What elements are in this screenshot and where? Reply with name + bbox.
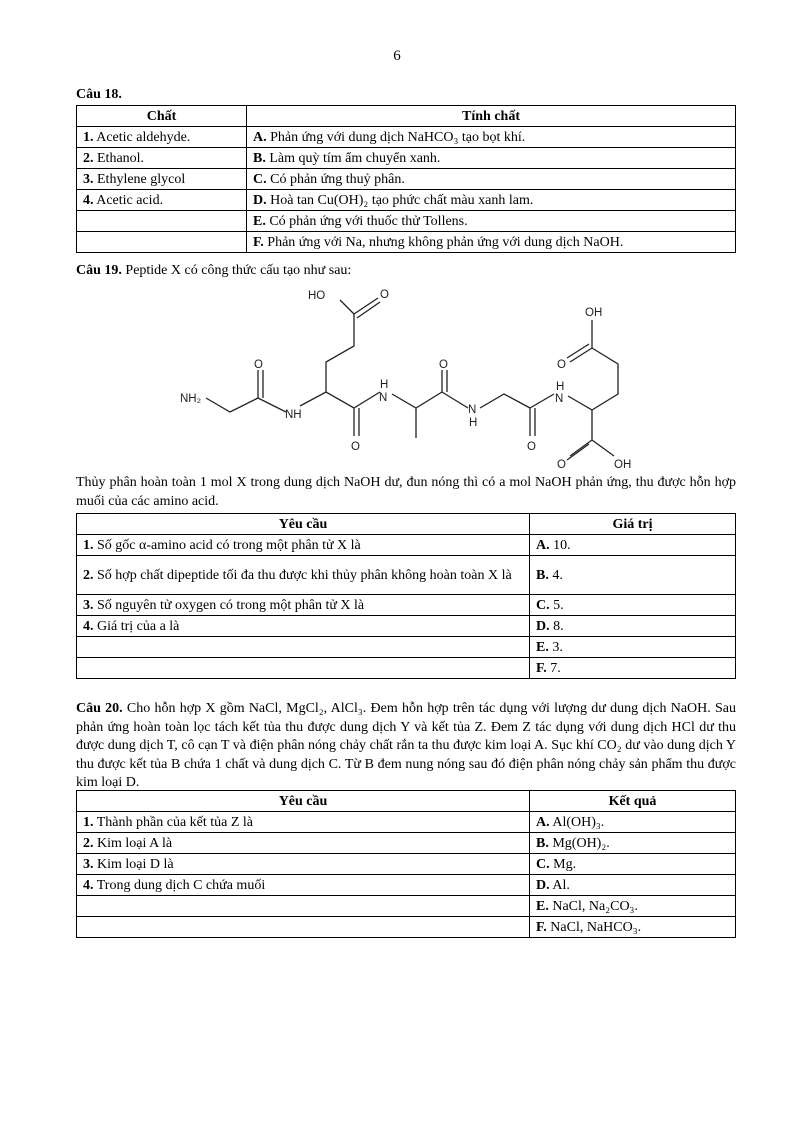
option-text: 5. xyxy=(549,597,564,613)
table-row xyxy=(77,127,736,148)
item-number: 1. xyxy=(83,537,94,553)
bond xyxy=(530,394,554,408)
bond xyxy=(567,344,589,358)
question-19-label: Câu 19. xyxy=(76,263,122,278)
header-property: Tính chất xyxy=(247,106,736,127)
option-text: Làm quỳ tím ẩm chuyển xanh. xyxy=(265,150,441,166)
right-cell xyxy=(530,833,736,854)
right-cell xyxy=(530,556,736,595)
option-text: NaCl, NaHCO₃. xyxy=(546,919,642,935)
question-19-intro: Peptide X có công thức cấu tạo như sau: xyxy=(121,263,352,278)
item-text: Số gốc α-amino acid có trong một phân tử X là xyxy=(93,537,361,553)
left-cell xyxy=(77,127,247,148)
table-header-row xyxy=(77,106,736,127)
question-18-title xyxy=(76,86,122,104)
left-cell xyxy=(77,896,530,917)
right-cell xyxy=(530,917,736,938)
option-text: Mg. xyxy=(549,856,577,872)
option-text: 4. xyxy=(548,567,563,583)
right-cell xyxy=(530,812,736,833)
bond xyxy=(592,348,618,410)
left-cell xyxy=(77,658,530,679)
item-text: Kim loại D là xyxy=(93,856,174,872)
item-number: 4. xyxy=(83,877,94,893)
question-18-table xyxy=(76,105,736,253)
option-text: 8. xyxy=(549,618,564,634)
atom-label-n: N xyxy=(379,392,388,404)
bond xyxy=(258,398,286,412)
right-cell xyxy=(247,211,736,232)
option-letter: A. xyxy=(536,814,550,830)
item-text: Thành phần của kết tủa Z là xyxy=(93,814,254,830)
atom-label-ho: HO xyxy=(308,290,326,302)
item-text: Số nguyên tử oxygen có trong một phân tử X là xyxy=(93,597,365,613)
option-letter: B. xyxy=(536,835,549,851)
header-substance: Chất xyxy=(77,106,247,127)
left-cell xyxy=(77,211,247,232)
item-text: Acetic aldehyde. xyxy=(93,129,191,145)
option-letter: F. xyxy=(253,234,264,250)
right-cell xyxy=(530,535,736,556)
table-row xyxy=(77,616,736,637)
left-cell xyxy=(77,833,530,854)
item-number: 4. xyxy=(83,618,94,634)
bond xyxy=(442,392,468,408)
option-text: Phản ứng với Na, nhưng không phản ứng với dung dịch NaOH. xyxy=(263,234,624,250)
option-text: Phản ứng với dung dịch NaHCO₃ tạo bọt khí. xyxy=(266,129,526,145)
atom-label-n: N xyxy=(468,404,477,416)
table-row xyxy=(77,169,736,190)
page-number: 6 xyxy=(393,48,401,64)
question-20-table xyxy=(76,790,736,938)
option-text: Có phản ứng với thuốc thử Tollens. xyxy=(265,213,468,229)
question-18-label: Câu 18. xyxy=(76,87,122,102)
bond xyxy=(570,348,592,362)
question-19-title xyxy=(76,262,351,280)
left-cell xyxy=(77,232,247,253)
item-text: Ethanol. xyxy=(93,150,145,166)
atom-label-nh2: NH₂ xyxy=(180,393,202,405)
item-number: 1. xyxy=(83,814,94,830)
right-cell xyxy=(247,148,736,169)
bond xyxy=(326,314,354,392)
table-row xyxy=(77,556,736,595)
left-cell xyxy=(77,535,530,556)
option-letter: D. xyxy=(536,618,550,634)
question-20-text xyxy=(76,700,736,793)
table-header-row xyxy=(77,791,736,812)
item-text: Ethylene glycol xyxy=(93,171,186,187)
bond xyxy=(340,300,354,314)
header-requirement: Yêu cầu xyxy=(77,514,530,535)
table-row xyxy=(77,896,736,917)
right-cell xyxy=(530,896,736,917)
option-letter: D. xyxy=(536,877,550,893)
option-text: NaCl, Na₂CO₃. xyxy=(548,898,638,914)
option-text: Al(OH)₃. xyxy=(549,814,605,830)
item-number: 4. xyxy=(83,192,94,208)
option-text: Al. xyxy=(549,877,570,893)
option-letter: C. xyxy=(536,856,550,872)
bond xyxy=(592,440,614,456)
table-row xyxy=(77,658,736,679)
bond xyxy=(567,444,589,460)
item-number: 2. xyxy=(83,835,94,851)
item-number: 2. xyxy=(83,150,94,166)
table-row xyxy=(77,637,736,658)
table-header-row xyxy=(77,514,736,535)
right-cell xyxy=(530,616,736,637)
option-letter: E. xyxy=(253,213,266,229)
question-20-label: Câu 20. xyxy=(76,701,123,716)
bond xyxy=(480,394,530,408)
left-cell xyxy=(77,595,530,616)
atom-label-o: O xyxy=(557,459,566,471)
option-text: Có phản ứng thuỷ phân. xyxy=(266,171,405,187)
left-cell xyxy=(77,637,530,658)
right-cell xyxy=(247,169,736,190)
left-cell xyxy=(77,917,530,938)
left-cell xyxy=(77,854,530,875)
option-letter: C. xyxy=(253,171,267,187)
bond xyxy=(392,392,442,408)
table-row xyxy=(77,812,736,833)
left-cell xyxy=(77,190,247,211)
option-text: Mg(OH)₂. xyxy=(548,835,610,851)
option-letter: F. xyxy=(536,660,547,676)
option-letter: B. xyxy=(253,150,266,166)
item-text: Acetic acid. xyxy=(93,192,164,208)
bond xyxy=(570,440,592,456)
item-number: 3. xyxy=(83,856,94,872)
item-number: 3. xyxy=(83,597,94,613)
bond xyxy=(206,398,258,412)
bond xyxy=(300,392,380,408)
item-text: Trong dung dịch C chứa muối xyxy=(93,877,266,893)
item-number: 2. xyxy=(83,567,94,583)
table-row xyxy=(77,232,736,253)
right-cell xyxy=(247,190,736,211)
atom-label-n: N xyxy=(555,393,564,405)
header-requirement: Yêu cầu xyxy=(77,791,530,812)
peptide-structure-diagram xyxy=(170,280,640,472)
table-row xyxy=(77,211,736,232)
atom-label-h: H xyxy=(380,379,389,391)
question-19-text: Thủy phân hoàn toàn 1 mol X trong dung dịch NaOH dư, đun nóng thì có a mol NaOH phản ứng, thu được hỗn hợp muối của các amino acid. xyxy=(76,475,736,509)
table-row xyxy=(77,595,736,616)
atom-label-o: O xyxy=(439,359,448,371)
option-letter: E. xyxy=(536,639,549,655)
atom-label-o: O xyxy=(351,441,360,453)
atom-label-oh: OH xyxy=(585,307,603,319)
left-cell xyxy=(77,875,530,896)
table-row xyxy=(77,875,736,896)
left-cell xyxy=(77,556,530,595)
atom-label-oh: OH xyxy=(614,459,632,471)
right-cell xyxy=(530,595,736,616)
item-text: Số hợp chất dipeptide tối đa thu được khi thủy phân không hoàn toàn X là xyxy=(93,567,512,583)
right-cell xyxy=(530,637,736,658)
right-cell xyxy=(530,854,736,875)
option-letter: A. xyxy=(536,537,550,553)
left-cell xyxy=(77,148,247,169)
option-letter: D. xyxy=(253,192,267,208)
option-letter: F. xyxy=(536,919,547,935)
atom-label-o: O xyxy=(380,289,389,301)
item-text: Giá trị của a là xyxy=(93,618,180,634)
table-row xyxy=(77,917,736,938)
table-row xyxy=(77,833,736,854)
atom-label-o: O xyxy=(254,359,263,371)
right-cell xyxy=(530,658,736,679)
right-cell xyxy=(247,127,736,148)
table-row xyxy=(77,148,736,169)
option-text: 10. xyxy=(549,537,571,553)
item-text: Kim loại A là xyxy=(93,835,173,851)
table-row xyxy=(77,535,736,556)
table-row xyxy=(77,190,736,211)
item-number: 1. xyxy=(83,129,94,145)
option-text: 7. xyxy=(546,660,561,676)
right-cell xyxy=(530,875,736,896)
option-text: Hoà tan Cu(OH)₂ tạo phức chất màu xanh lam. xyxy=(266,192,534,208)
atom-label-h: H xyxy=(469,417,478,429)
atom-label-o: O xyxy=(527,441,536,453)
atom-label-nh: NH xyxy=(285,409,302,421)
item-number: 3. xyxy=(83,171,94,187)
option-letter: B. xyxy=(536,567,549,583)
question-19-table xyxy=(76,513,736,679)
header-value: Giá trị xyxy=(530,514,736,535)
header-result: Kết quả xyxy=(530,791,736,812)
bond xyxy=(568,396,592,440)
left-cell xyxy=(77,169,247,190)
option-letter: C. xyxy=(536,597,550,613)
left-cell xyxy=(77,616,530,637)
right-cell xyxy=(247,232,736,253)
atom-label-h: H xyxy=(556,381,565,393)
atom-label-o: O xyxy=(557,359,566,371)
left-cell xyxy=(77,812,530,833)
option-text: 3. xyxy=(548,639,563,655)
question-20-body: Cho hỗn hợp X gồm NaCl, MgCl₂, AlCl₃. Đem hỗn hợp trên tác dụng với lượng dư dung dịch NaOH. Sau phản ứng hoàn toàn lọc tách kết tủa thu được dung dịch Y và kết tủa Z. Đem Z tác dụng với dung dịch HCl dư thu được dung dịch T, cô cạn T và điện phân nóng chảy chất rắn ta thu được kim loại A. Sục khí CO₂ dư vào dung dịch Y thu được kết tủa B chứa 1 chất và dung dịch C. Từ B đem nung nóng sau đó điện phân nóng chảy sản phẩm thu được kim loại D. xyxy=(76,701,736,791)
option-letter: A. xyxy=(253,129,267,145)
table-row xyxy=(77,854,736,875)
option-letter: E. xyxy=(536,898,549,914)
